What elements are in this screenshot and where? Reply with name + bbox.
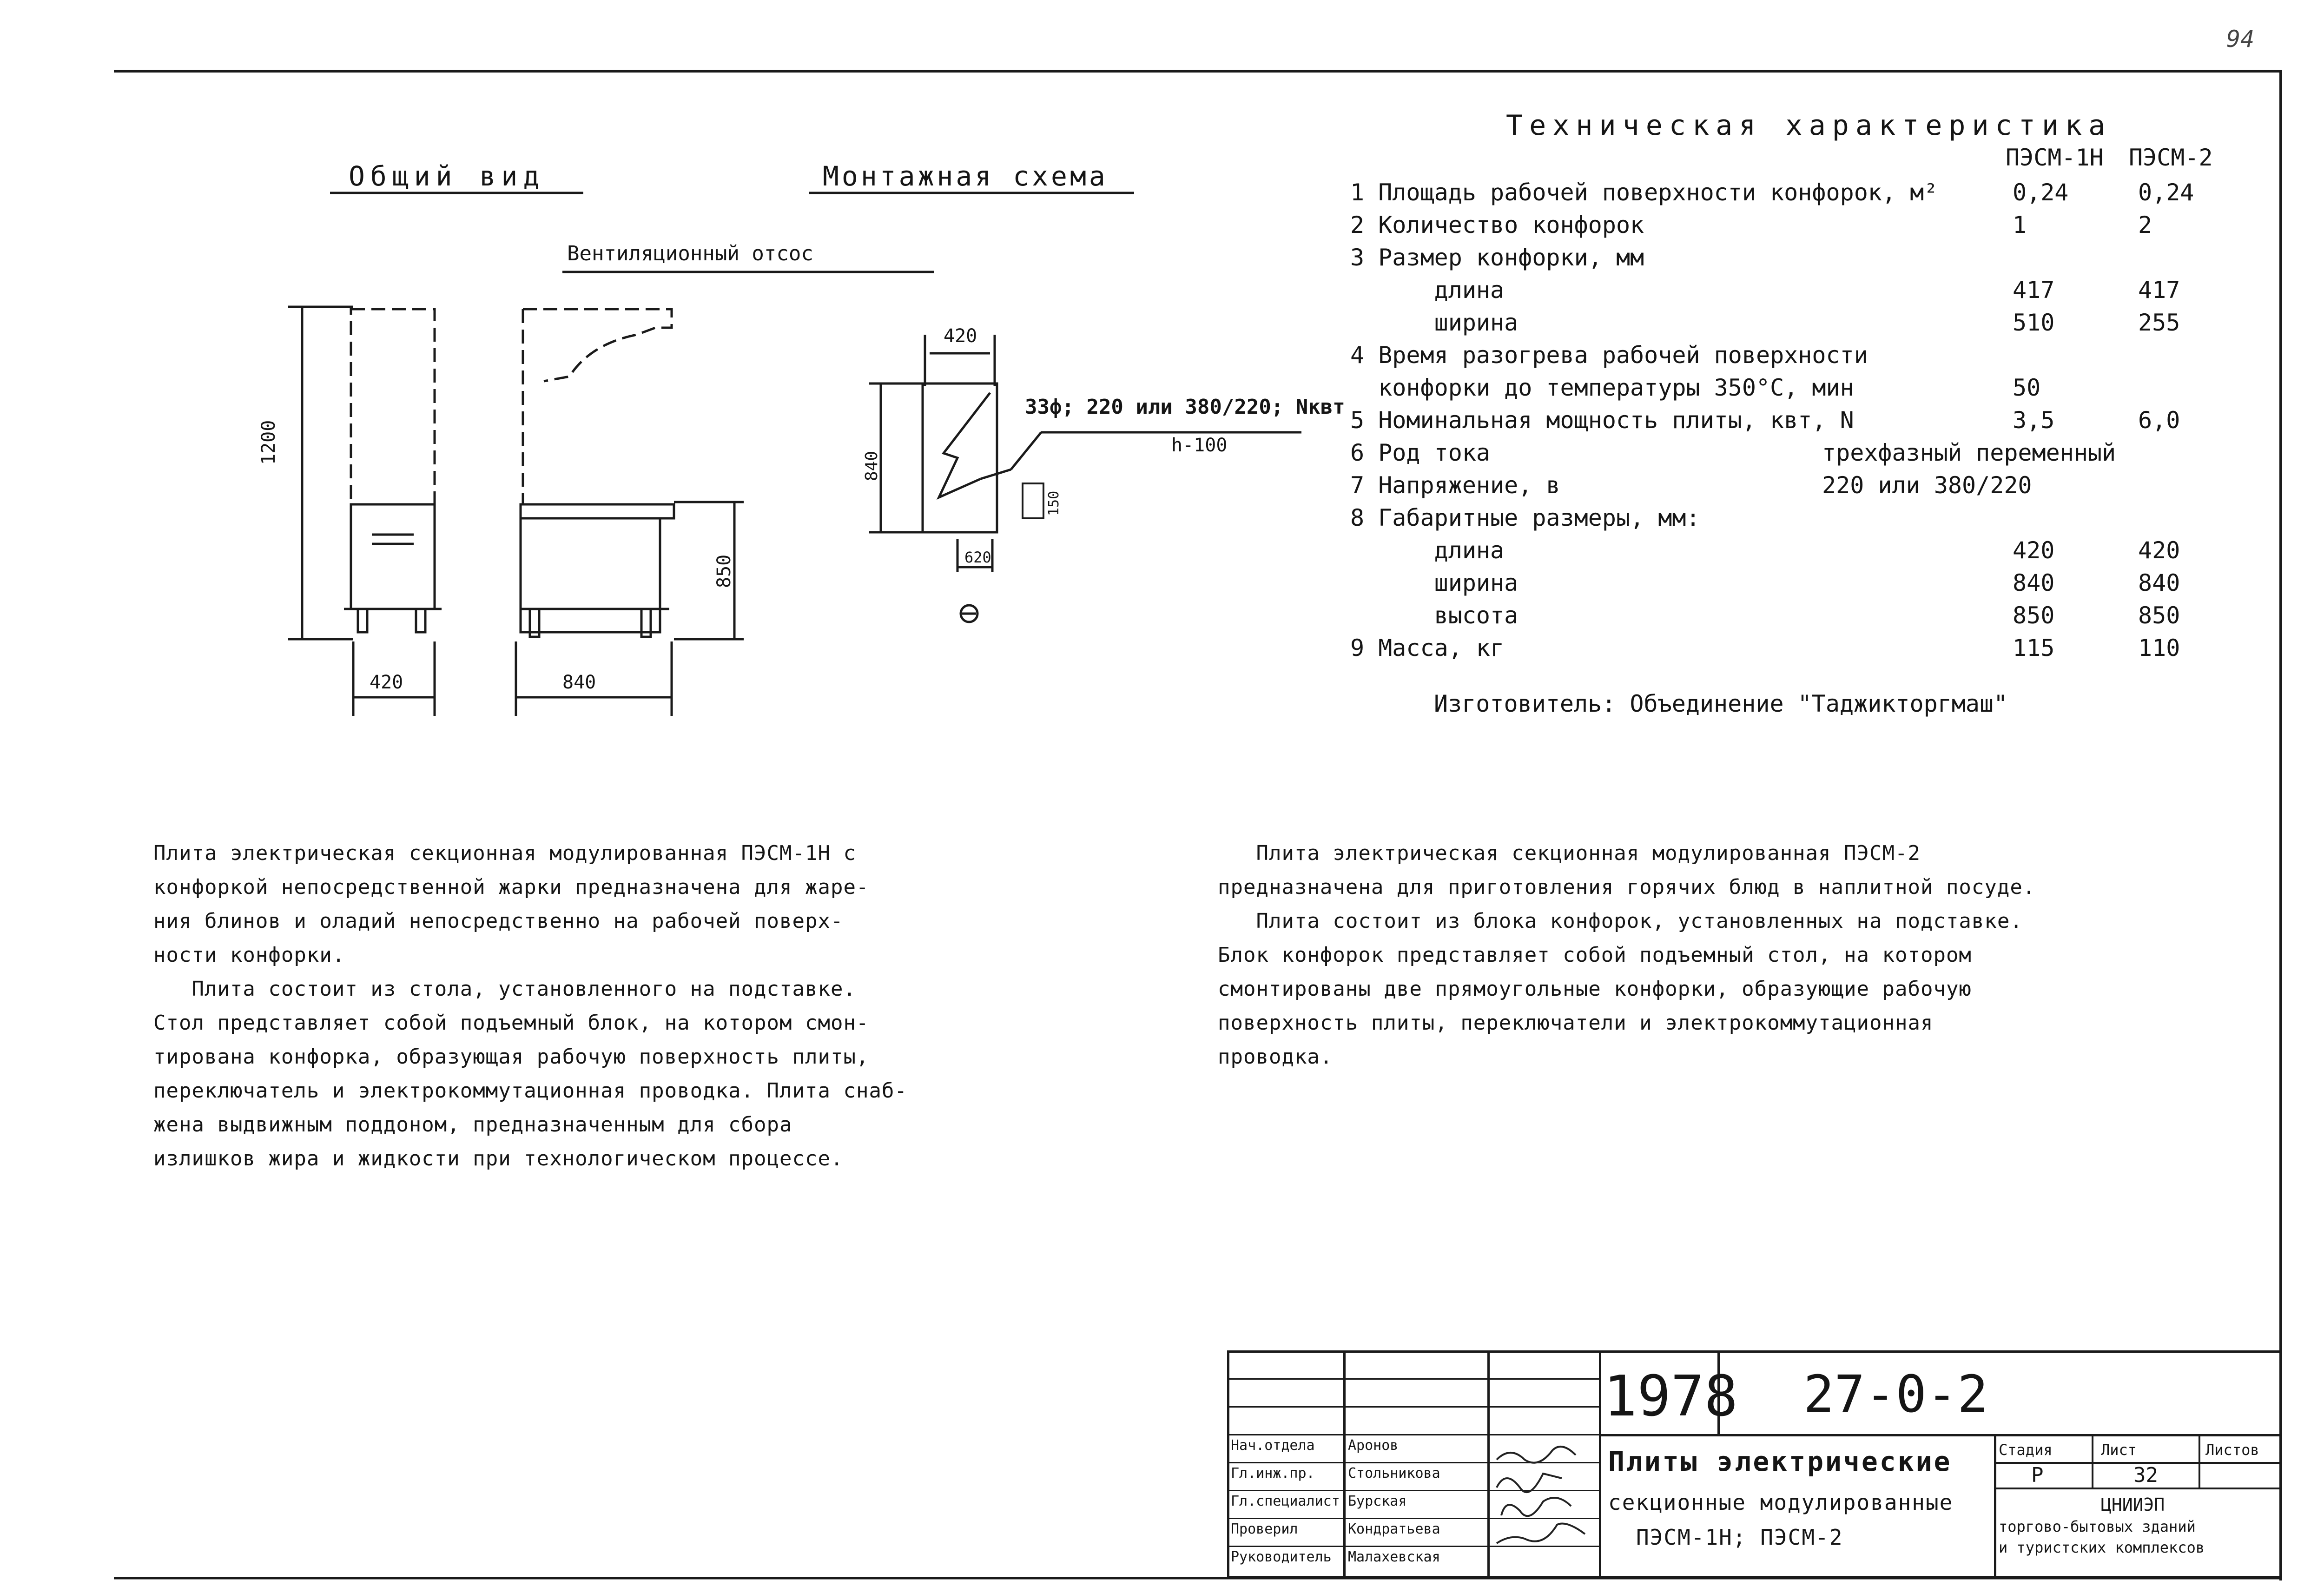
mounting-scheme-title: Монтажная схема <box>823 160 1108 192</box>
spec-row-value-b: 2 <box>2138 212 2152 238</box>
text-line: Блок конфорок представляет собой подъемный стол, на котором <box>1218 943 1972 967</box>
dim-mount-width: 420 <box>944 325 977 347</box>
dim-width-front: 420 <box>370 672 403 693</box>
spec-row-label: 9 Масса, кг <box>1350 635 1505 661</box>
text-line: переключатель и электрокоммутационная проводка. Плита снаб- <box>153 1079 907 1103</box>
spec-row-label: 5 Номинальная мощность плиты, квт, N <box>1350 407 1854 434</box>
title-block-name: Малахевская <box>1348 1549 1440 1565</box>
spec-row-label: ширина <box>1350 309 1519 336</box>
spec-row-label: длина <box>1350 537 1505 564</box>
spec-row-label: ширина <box>1350 569 1519 596</box>
spec-row-value-a: 220 или 380/220 <box>1822 472 2032 499</box>
stage-value: Р <box>2031 1463 2044 1487</box>
spec-row-value-b: 6,0 <box>2138 407 2180 434</box>
spec-row-value-b: 850 <box>2138 602 2180 629</box>
spec-row-label: 8 Габаритные размеры, мм: <box>1350 504 1700 531</box>
spec-row-value-a: 510 <box>2013 309 2055 336</box>
title-block-name: Стольникова <box>1348 1465 1440 1481</box>
title-block-name: Бурская <box>1348 1493 1407 1509</box>
spec-row-value-a: 417 <box>2013 277 2055 304</box>
text-line: конфоркой непосредственной жарки предназначена для жаре- <box>153 875 869 899</box>
text-line: поверхность плиты, переключатели и электрокоммутационная <box>1218 1011 1934 1035</box>
spec-row-value-a: трехфазный переменный <box>1822 439 2116 466</box>
title-block-role: Гл.специалист <box>1231 1493 1340 1509</box>
text-line: излишков жира и жидкости при технологическом процессе. <box>153 1147 844 1170</box>
spec-row-value-b: 0,24 <box>2138 179 2194 206</box>
spec-row-value-a: 850 <box>2013 602 2055 629</box>
text-line: тирована конфорка, образующая рабочую поверхность плиты, <box>153 1045 869 1069</box>
power-label: 3Зф; 220 или 380/220; Nквт <box>1025 395 1345 419</box>
dim-height-worktop: 850 <box>713 554 735 588</box>
title-code: 27-0-2 <box>1803 1364 1988 1424</box>
specs-col-b-header: ПЭСМ-2 <box>2129 144 2213 171</box>
dim-mount-offset: 620 <box>964 549 991 566</box>
sheet-label: Лист <box>2101 1441 2137 1459</box>
spec-row-label: высота <box>1350 602 1519 629</box>
spec-row-value-a: 420 <box>2013 537 2055 564</box>
spec-row-value-b: 420 <box>2138 537 2180 564</box>
text-line: Плита состоит из блока конфорок, установленных на подставке. <box>1218 909 2023 933</box>
text-line: Стол представляет собой подъемный блок, на котором смон- <box>153 1011 869 1035</box>
spec-row-value-a: 1 <box>2013 212 2027 238</box>
spec-row-label: 1 Площадь рабочей поверхности конфорок, м² <box>1350 179 1938 206</box>
spec-row-label: конфорки до температуры 350°С, мин <box>1350 374 1854 401</box>
dim-mount-depth: 840 <box>862 450 881 481</box>
spec-row-value-a: 3,5 <box>2013 407 2055 434</box>
dim-height-total: 1200 <box>258 420 279 465</box>
title-block-role: Нач.отдела <box>1231 1437 1315 1454</box>
title-line1: Плиты электрические <box>1608 1446 1952 1477</box>
spec-row-value-a: 0,24 <box>2013 179 2069 206</box>
manufacturer: Изготовитель: Объединение "Таджикторгмаш" <box>1434 690 2008 717</box>
text-line: Плита электрическая секционная модулированная ПЭСМ-2 <box>1218 841 1921 865</box>
dim-depth-side: 840 <box>562 672 596 693</box>
text-line: проводка. <box>1218 1045 1333 1069</box>
org-line3: и туристских комплексов <box>1999 1539 2205 1556</box>
sheets-label: Листов <box>2205 1441 2259 1459</box>
sheet-value: 32 <box>2133 1463 2158 1487</box>
spec-row-value-a: 115 <box>2013 635 2055 661</box>
spec-row-value-b: 110 <box>2138 635 2180 661</box>
title-line3: ПЭСМ-1Н; ПЭСМ-2 <box>1636 1525 1843 1550</box>
specs-title: Техническая характеристика <box>1506 109 2112 142</box>
page-number: 94 <box>2226 26 2255 53</box>
org-line2: торгово-бытовых зданий <box>1999 1518 2196 1535</box>
stage-label: Стадия <box>1999 1441 2053 1459</box>
spec-row-value-b: 840 <box>2138 569 2180 596</box>
spec-row-value-b: 417 <box>2138 277 2180 304</box>
title-block-role: Гл.инж.пр. <box>1231 1465 1315 1481</box>
text-line: Плита состоит из стола, установленного на подставке. <box>153 977 856 1001</box>
title-block-name: Аронов <box>1348 1437 1399 1454</box>
spec-row-value-b: 255 <box>2138 309 2180 336</box>
general-view-title: Общий вид <box>349 160 545 192</box>
spec-row-label: 6 Род тока <box>1350 439 1491 466</box>
text-line: ности конфорки. <box>153 943 345 967</box>
spec-row-value-a: 840 <box>2013 569 2055 596</box>
spec-row-label: 3 Размер конфорки, мм <box>1350 244 1644 271</box>
spec-row-value-a: 50 <box>2013 374 2041 401</box>
vent-label: Вентиляционный отсос <box>567 242 813 265</box>
org-line1: ЦНИИЭП <box>2101 1494 2165 1515</box>
spec-row-label: 2 Количество конфорок <box>1350 212 1644 238</box>
specs-col-a-header: ПЭСМ-1Н <box>2006 144 2104 171</box>
title-block-name: Кондратьева <box>1348 1521 1440 1537</box>
title-line2: секционные модулированные <box>1608 1490 1954 1515</box>
text-line: Плита электрическая секционная модулированная ПЭСМ-1Н с <box>153 841 856 865</box>
text-line: ния блинов и оладий непосредственно на рабочей поверх- <box>153 909 844 933</box>
text-line: жена выдвижным поддоном, предназначенным для сбора <box>153 1113 792 1137</box>
text-line: предназначена для приготовления горячих блюд в наплитной посуде. <box>1218 875 2036 899</box>
title-block-role: Проверил <box>1231 1521 1298 1537</box>
title-block-role: Руководитель <box>1231 1549 1332 1565</box>
dim-mount-offset-small: 150 <box>1046 490 1062 516</box>
power-sublabel: h-100 <box>1171 435 1228 456</box>
spec-row-label: 7 Напряжение, в <box>1350 472 1560 499</box>
spec-row-label: длина <box>1350 277 1505 304</box>
title-year: 1978 <box>1604 1364 1738 1429</box>
spec-row-label: 4 Время разогрева рабочей поверхности <box>1350 342 1868 369</box>
text-line: смонтированы две прямоугольные конфорки, образующие рабочую <box>1218 977 1972 1001</box>
